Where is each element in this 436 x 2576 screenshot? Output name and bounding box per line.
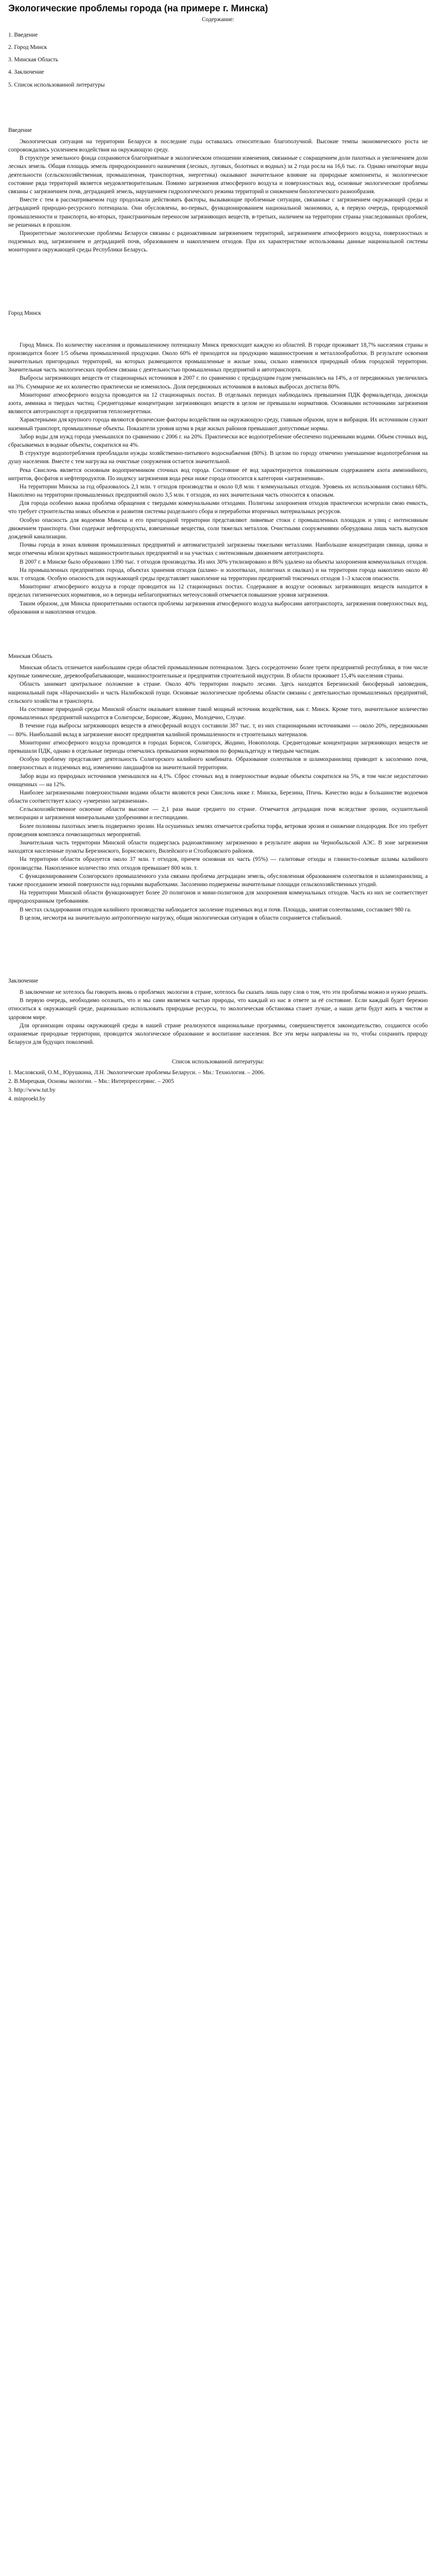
minsk-paragraph: Выбросы загрязняющих веществ от стационарных источников в 2007 г. по сравнению с предыдущим годом уменьшились на 14%, а от передвижных увеличились на 3%. Суммарное же их количество практически не изменилось. Доля передвижных источников в валовых выбросах достигла 80%. (8, 375, 428, 390)
region-paragraph: В целом, несмотря на значительную антропогенную нагрузку, общая экологическая ситуация в области сохраняется стабильной. (20, 914, 342, 921)
region-paragraph: В местах складирования отходов калийного производства наблюдается засоление подземных вод и почв. Площадь, занятая солеотвалами, составляет 980 га. (20, 906, 412, 913)
intro-paragraph: Вместе с тем в рассматриваемом году продолжали действовать факторы, вызывающие проблемные ситуации, связанные с загрязнением окружающей среды и деградацией природно-ресурсного потенциала. Они обусловлены, во-первых, функционированием национальной экономики, а, в первую очередь, природоемкой промышленности и транспорта, во-вторых, трансграничным переносом загрязняющих веществ, в-третьих, наличием на территории страны унаследованных проблем, не решенных в прошлом. (8, 197, 428, 228)
conclusion-paragraph: В первую очередь, необходимо осознать, что и мы сами являемся частью природы, что каждый из нас в ответе за её состояние. Если каждый будет бережно относиться к окружающей среде, рационально использовать природные ресурсы, то экологическая обстановка станет лучше, а наши дети будут жить в чистом и здоровом мире. (8, 997, 428, 1021)
region-heading: Минская Область (8, 653, 53, 659)
region-paragraph: На территории Минской области функционирует более 20 полигонов и мини-полигонов для захоронения коммунальных отходов. Часть из них не соответствует природоохранным требованиям. (8, 890, 428, 905)
region-paragraph: Наиболее загрязненными поверхностными водами области являются реки Свислочь ниже г. Минска, Березина, Птичь. Качество воды в большинстве водоемов области соответствует классу «умеренно загрязненная». (8, 789, 428, 805)
conclusion-heading: Заключение (8, 977, 39, 984)
references-section (8, 1058, 428, 1103)
toc-item: 3. Минская Область (8, 57, 58, 63)
intro-paragraph: В структуре земельного фонда сохраняются благоприятные в экологическом отношении изменения, связанные с сокращением доли пахотных и увеличением доли лесных земель. Общая площадь земель природоохранного назначения (лесных, луговых, болотных и водных) за 2 года росла на 16,6 тыс. га. Однако некоторые виды деятельности (сельскохозяйственная, промышленная, транспортная, энергетика) оказывают значительное влияние на природные компоненты, и экологическое состояние ряда территорий является неудовлетворительным. Помимо загрязнения атмосферного воздуха и поверхностных вод, основные экологические проблемы связаны с загрязнением почв, деградацией земель, нарушением гидрологического режима территорий и снижением биологического разнообразия. (8, 155, 428, 195)
region-paragraph: Забор воды из природных источников уменьшился на 4,1%. Сброс сточных вод в поверхностные водные объекты сократился на 5%, в том числе недостаточно очищенных — на 12%. (8, 773, 428, 788)
references-heading: Список использованной литературы: (171, 1059, 265, 1065)
region-paragraph: Более половины пахотных земель подвержено эрозии. На осушенных землях отмечается сработка торфа, ветровая эрозия и снижение плодородия. Все это требует проведения комплекса почвозащитных мероприятий. (8, 823, 428, 838)
minsk-paragraph: Особую опасность для водоемов Минска и его пригородной территории представляют ливневые стоки с промышленных площадок и улиц с интенсивным движением транспорта. Они содержат нефтепродукты, взвешенные вещества, соли тяжелых металлов. Очистными сооружениями оборудована лишь часть выпусков дождевой канализации. (8, 517, 428, 540)
region-paragraph: На территории области образуется около 37 млн. т отходов, причем основная их часть (95%) — галитовые отходы и глинисто-солевые шламы калийного производства. Накопленное количество этих отходов превышает 800 млн. т. (8, 856, 428, 871)
region-paragraph: Область занимает центральное положение в стране. Около 40% территории покрыто лесами. Здесь находятся Березинский биосферный заповедник, национальный парк «Нарочанский» и часть Налибокской пущи. Основные экологические проблемы области связаны с деятельностью промышленных предприятий, сельского хозяйства и транспорта. (8, 681, 428, 704)
intro-paragraph: Экологическая ситуация на территории Беларуси в последние годы оставалась относительно благополучной. Высокие темпы экономического роста не сопровождались усилением воздействия на окружающую среду. (8, 138, 428, 154)
minsk-paragraph: Почвы города в зонах влияния промышленных предприятий и автомагистралей загрязнены тяжелыми металлами. Наибольшие концентрации свинца, цинка и меди отмечены вблизи крупных машиностроительных предприятий и на участках с интенсивным движением автотранспорта. (8, 542, 428, 557)
region-paragraph: В течение года выбросы загрязняющих веществ в атмосферный воздух составили 387 тыс. т, из них стационарными источниками — около 20%, передвижными — 80%. Наибольший вклад в загрязнение вносят предприятия калийной промышленности и строительных материалов. (8, 723, 428, 738)
minsk-paragraph: Забор воды для нужд города уменьшился по сравнению с 2006 г. на 20%. Практически все водопотребление обеспечено подземными водами. Объем сточных вод, сбрасываемых в водные объекты, сократился на 4%. (8, 433, 428, 448)
reference-item: 4. minproekt.by (8, 1096, 46, 1103)
references-list (8, 1069, 428, 1104)
minsk-paragraph: Город Минск. По количеству населения и промышленному потенциалу Минск превосходит каждую из областей. В городе проживает 18,7% населения страны и производится более 1/5 объема промышленной продукции. Около 60% её приходится на продукцию машиностроения и металлообработки. В результате освоения значительных пригородных территорий, на которых размещаются промышленные и жилые зоны, сильно изменился природный облик городской территории. Значительная часть экологических проблем связана с деятельностью промышленных предприятий и автотранспорта. (8, 342, 428, 374)
table-of-contents (8, 31, 428, 89)
toc-item: 4. Заключение (8, 69, 44, 76)
intro-section (8, 126, 428, 255)
minsk-paragraph: На территории Минска за год образовалось 2,1 млн. т отходов производства и около 0,8 млн. т коммунальных отходов. Уровень их использования составил 68%. Накоплено на территории промышленных предприятий около 3,5 млн. т отходов, из них значительная часть относится к опасным. (8, 483, 428, 499)
region-paragraph: Минская область отличается наибольшим среди областей промышленным потенциалом. Здесь сосредоточено более трети предприятий республики, в том числе крупные химические, деревообрабатывающие, машиностроительные и предприятия строительной индустрии. В области проживает 15,4% населения страны. (8, 665, 428, 680)
page-title: Экологические проблемы города (на примере г. Минска) (8, 3, 268, 13)
minsk-paragraph: В 2007 г. в Минске было образовано 1390 тыс. т отходов производства. Из них 30% утилизировано и 86% удалено на объекты захоронения коммунальных отходов. (20, 558, 428, 565)
conclusion-section (8, 977, 428, 1047)
reference-item: 3. http://www.tut.by (8, 1087, 56, 1093)
reference-item: 1. Масловский, О.М., Юрушкина, Л.Н. Экологические проблемы Беларуси. – Мн.: Технология. – 2006. (8, 1069, 265, 1076)
region-paragraph: С функционированием Солигорского промышленного узла связана проблема деградации земель, обусловленная образованием солеотвалов и шламохранилищ, а также проседанием земной поверхности над горными выработками. Засолению подвержены значительные площади сельскохозяйственных угодий. (8, 873, 428, 888)
minsk-paragraph: Река Свислочь является основным водоприемником сточных вод города. Состояние её вод характеризуется повышенным содержанием азота аммонийного, нитритов, фосфатов и нефтепродуктов. По индексу загрязнения вода реки ниже города относится к категории «загрязненная». (8, 467, 428, 482)
conclusion-paragraph: В заключение не хотелось бы говорить вновь о проблемах экологии в стране, хотелось бы сказать лишь пару слов о том, что эти проблемы можно и нужно решать. (20, 989, 428, 996)
region-paragraph: Особую проблему представляет деятельность Солигорского калийного комбината. Образование солеотвалов и шламохранилищ приводит к засолению почв, поверхностных и подземных вод, изменению ландшафтов на значительной территории. (8, 756, 428, 771)
region-paragraph: На состояние природной среды Минской области оказывает влияние такой мощный источник воздействия, как г. Минск. Кроме того, значительное количество промышленных предприятий находится в Солигорске, Борисове, Жодино, Молодечно, Слуцке. (8, 706, 428, 721)
region-paragraph: Мониторинг атмосферного воздуха проводится в городах Борисов, Солигорск, Жодино, Новополоцк. Среднегодовые концентрации загрязняющих веществ не превышали ПДК, однако в отдельные периоды отмечались превышения нормативов по формальдегиду и твердым частицам. (8, 739, 428, 754)
reference-item: 2. В.Мирецкая, Основы экологии. – Мн.: Интерпрессервис. – 2005 (8, 1078, 174, 1084)
region-section (8, 652, 428, 922)
document-page (0, 0, 436, 1114)
toc-heading: Содержание: (202, 16, 234, 23)
conclusion-paragraph: Для организации охраны окружающей среды в нашей стране реализуются национальные программы, совершенствуется законодательство, создаются особо охраняемые природные территории, проводится экологическое образование и воспитание населения. Все эти меры направлены на то, чтобы сохранить природу Беларуси для будущих поколений. (8, 1022, 428, 1046)
toc-item: 5. Список использованной литературы (8, 81, 105, 88)
intro-heading: Введение (8, 127, 32, 133)
minsk-paragraph: В структуре водопотребления преобладали нужды хозяйственно-питьевого водоснабжения (80%). В целом по городу отмечено уменьшение водопотребления на душу населения. Вместе с тем нагрузка на очистные сооружения остается значительной. (8, 450, 428, 465)
minsk-paragraph: Мониторинг атмосферного воздуха проводится на 12 стационарных постах. В отдельных периодах наблюдались превышения ПДК формальдегида, диоксида азота, аммиака и твердых частиц. Среднегодовые концентрации загрязняющих веществ в целом не превышали нормативов. Основными источниками загрязнения являются автотранспорт и предприятия теплоэнергетики. (8, 392, 428, 415)
minsk-section (8, 309, 428, 616)
region-paragraph: Значительная часть территории Минской области подверглась радиоактивному загрязнению в результате аварии на Чернобыльской АЭС. В зоне загрязнения находятся населенные пункты Березинского, Борисовского, Вилейского и Столбцовского районов. (8, 840, 428, 855)
toc-item: 2. Город Минск (8, 44, 47, 50)
minsk-paragraph: Характерными для крупного города являются физические факторы воздействия на окружающую среду, главным образом, шум и вибрация. Их источником служит наземный транспорт, промышленные объекты. Показатели уровня шума в ряде жилых районов превышают допустимые нормы. (8, 417, 428, 432)
minsk-paragraph: Для города особенно важна проблема обращения с твердыми коммунальными отходами. Полигоны захоронения отходов практически исчерпали свою емкость, что требует строительства новых объектов и развития системы раздельного сбора и переработки вторичных материальных ресурсов. (8, 500, 428, 515)
intro-paragraph: Приоритетные экологические проблемы Беларуси связаны с радиоактивным загрязнением территорий, загрязнением атмосферного воздуха, поверхностных и подземных вод, загрязнением и деградацией почв, образованием и накоплением отходов. При их характеристике использованы данные национальной системы мониторинга окружающей среды Республики Беларусь. (8, 230, 428, 253)
minsk-paragraph: На промышленных предприятиях города, объектах хранения отходов (шламо- и золоотвалах, полигонах и свалках) и на территории города накоплено около 40 млн. т отходов. Особую опасность для окружающей среды представляет накопление на территории предприятий токсичных отходов 1–3 классов опасности. (8, 567, 428, 582)
minsk-paragraph: Таким образом, для Минска приоритетными остаются проблемы загрязнения атмосферного воздуха выбросами автотранспорта, загрязнения поверхностных вод, образования и накопления отходов. (8, 600, 428, 615)
toc-item: 1. Введение (8, 31, 38, 38)
minsk-heading: Город Минск (8, 310, 41, 316)
minsk-paragraph: Мониторинг атмосферного воздуха в городе проводится на 12 стационарных постах. Содержание в воздухе основных загрязняющих веществ находится в пределах гигиенических нормативов, но в периоды неблагоприятных метеоусловий отмечается повышение уровня загрязнения. (8, 584, 428, 599)
region-paragraph: Сельскохозяйственное освоение области высокое — 2,1 раза выше среднего по стране. Отмечается деградация почв вследствие эрозии, осушительной мелиорации и загрязнения минеральными удобрениями и пестицидами. (8, 806, 428, 821)
